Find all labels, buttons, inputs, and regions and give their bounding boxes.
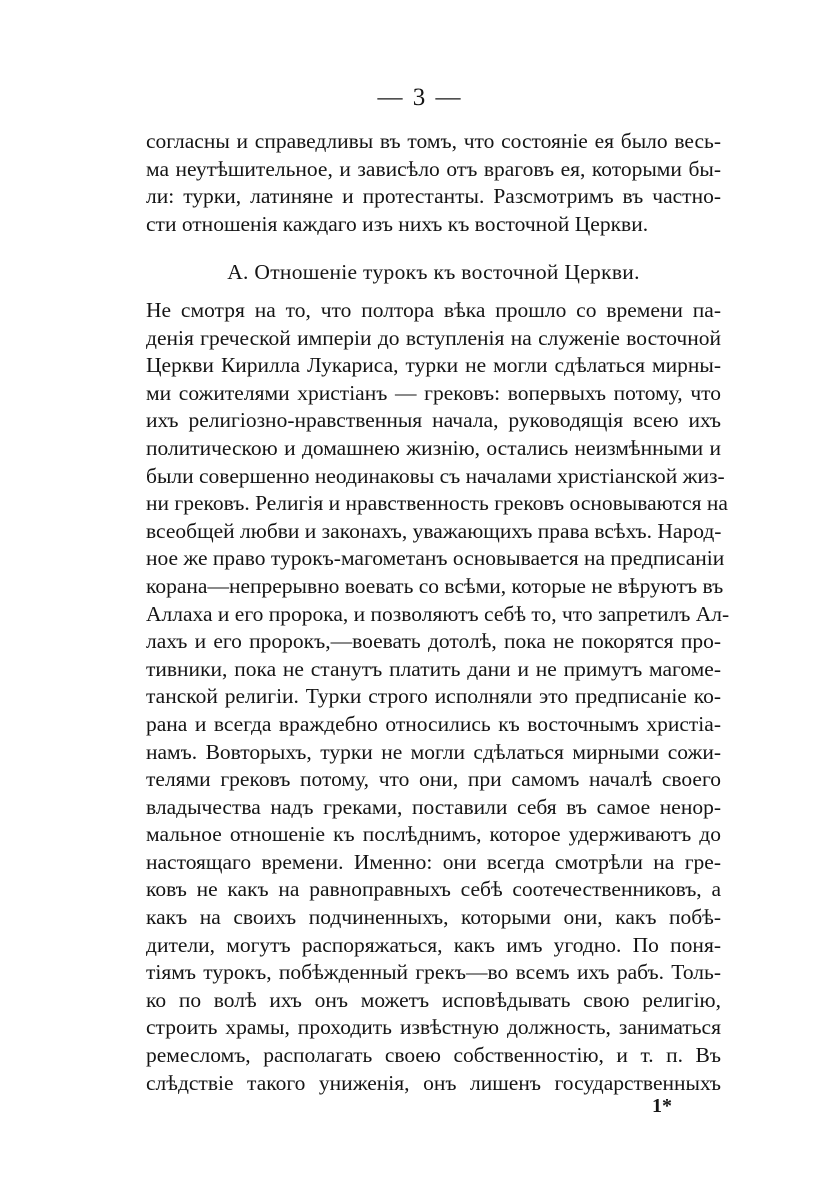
text-line: Не смотря на то, что полтора вѣка прошло со времени па- <box>146 298 721 322</box>
signature-mark: 1* <box>652 1095 672 1117</box>
text-line: ма неутѣшительное, и зависѣло отъ враговъ ея, которыми бы- <box>146 156 721 181</box>
text-line: корана—непрерывно воевать со всѣми, которые не вѣруютъ въ <box>146 573 724 598</box>
text-line: всеобщей любви и законахъ, уважающихъ права всѣхъ. Народ- <box>146 518 722 543</box>
text-line: какъ на своихъ подчиненныхъ, которыми они, какъ побѣ- <box>146 905 721 930</box>
paragraph-intro <box>146 128 721 238</box>
text-line: тивники, пока не станутъ платить дани и не примутъ магоме- <box>146 656 721 681</box>
text-line: строить храмы, проходить извѣстную должность, заниматься <box>146 1015 721 1040</box>
text-line: ми сожителями христіанъ — грековъ: вопервыхъ потому, что <box>146 380 721 405</box>
page-number: — 3 — <box>377 84 463 111</box>
section-heading: А. Отношеніе турокъ къ восточной Церкви. <box>227 260 640 284</box>
text-line: были совершенно неодинаковы съ началами христіанской жиз- <box>146 463 725 488</box>
text-line: политическою и домашнею жизнію, остались неизмѣнными и <box>146 435 721 460</box>
text-line: ко по волѣ ихъ онъ можетъ исповѣдывать свою религію, <box>146 987 721 1012</box>
text-line: настоящаго времени. Именно: они всегда смотрѣли на гре- <box>146 849 721 874</box>
text-line: мальное отношеніе къ послѣднимъ, которое удерживаютъ до <box>146 822 721 847</box>
text-line: владычества надъ греками, поставили себя въ самое ненор- <box>146 794 721 819</box>
text-line: телями грековъ потому, что они, при самомъ началѣ своего <box>146 767 721 792</box>
text-line: танской религіи. Турки строго исполняли это предписаніе ко- <box>146 684 721 709</box>
text-line: согласны и справедливы въ томъ, что состояніе ея было весь- <box>146 129 721 153</box>
text-line: ни грековъ. Религія и нравственность грековъ основываются на <box>146 491 728 516</box>
text-line: ное же право турокъ-магометанъ основывается на предписаніи <box>146 546 725 571</box>
text-line: дители, могутъ распоряжаться, какъ имъ угодно. По поня- <box>146 932 721 957</box>
text-line: тіямъ турокъ, побѣжденный грекъ—во всемъ ихъ рабъ. Толь- <box>146 960 721 985</box>
text-line: ковъ не какъ на равноправныхъ себѣ соотечественниковъ, а <box>146 877 721 902</box>
text-line: сти отношенія каждаго изъ нихъ къ восточной Церкви. <box>146 211 649 236</box>
text-line: лахъ и его пророкъ,—воевать дотолѣ, пока не покорятся про- <box>146 629 721 654</box>
text-line: ли: турки, латиняне и протестанты. Разсмотримъ въ частно- <box>146 184 721 209</box>
text-line: Церкви Кирилла Лукариса, турки не могли сдѣлаться мирны- <box>146 353 721 378</box>
text-line: рана и всегда враждебно относились къ восточнымъ христіа- <box>146 711 721 736</box>
text-line: ремесломъ, располагать своею собственностію, и т. п. Въ <box>146 1043 721 1068</box>
paragraph-main <box>146 297 730 1097</box>
text-line: слѣдствіе такого униженія, онъ лишенъ государственныхъ <box>146 1070 721 1095</box>
text-line: ихъ религіозно-нравственныя начала, руководящія всею ихъ <box>146 408 721 433</box>
text-line: намъ. Вовторыхъ, турки не могли сдѣлаться мирными сожи- <box>146 739 721 764</box>
text-line: денія греческой имперіи до вступленія на служеніе восточной <box>146 325 721 350</box>
text-line: Аллаха и его пророка, и позволяютъ себѣ то, что запретилъ Ал- <box>146 601 730 626</box>
